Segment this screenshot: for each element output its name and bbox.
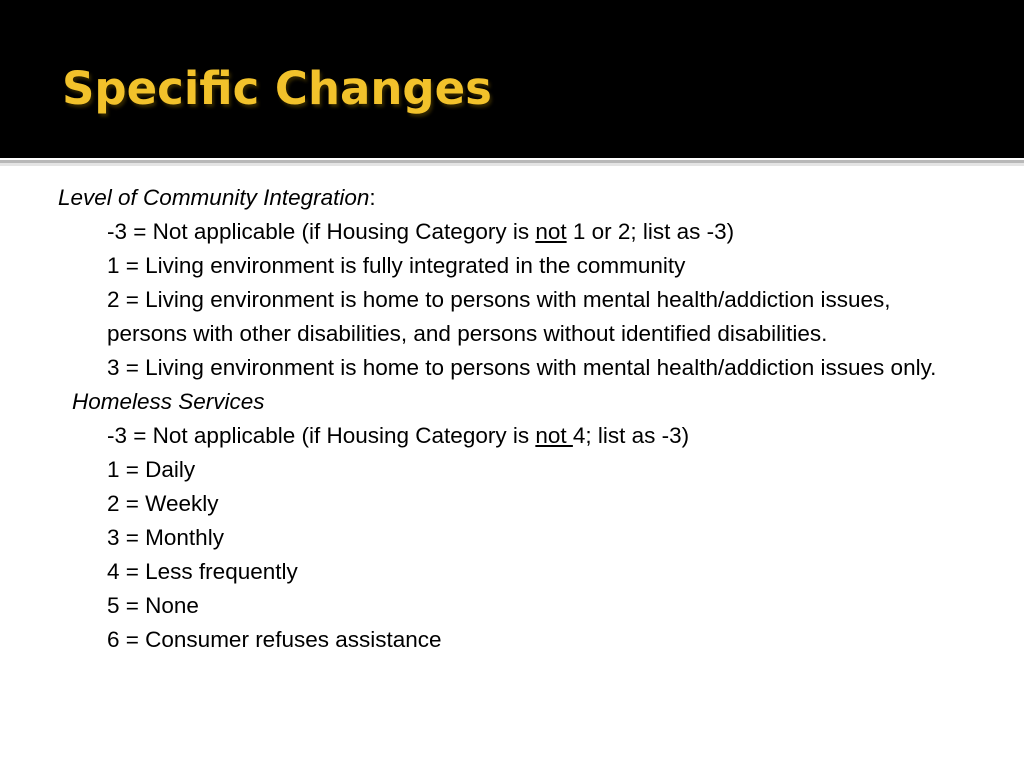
homeless-item-less-frequently: 4 = Less frequently (107, 559, 298, 584)
homeless-services-heading (0, 385, 1024, 419)
title-bar (0, 0, 1024, 158)
community-integration-heading (0, 181, 1024, 215)
community-item-1: 1 = Living environment is fully integrated in the community (107, 253, 686, 278)
homeless-item-daily: 1 = Daily (107, 457, 196, 482)
homeless-item-not-applicable-pre: -3 = Not applicable (if Housing Category is (107, 423, 536, 448)
community-item-not-applicable-post: 1 or 2; list as -3) (566, 219, 735, 244)
community-item-2: 2 = Living environment is home to persons with mental health/addiction issues, persons with other disabilities, and persons without identified disabilities. (107, 287, 891, 346)
homeless-item-refuses-assistance: 6 = Consumer refuses assistance (107, 627, 442, 652)
community-item-not-applicable-pre: -3 = Not applicable (if Housing Category is (107, 219, 536, 244)
homeless-item-none: 5 = None (107, 593, 199, 618)
homeless-item-weekly: 2 = Weekly (107, 491, 219, 516)
homeless-item-not-applicable (0, 419, 967, 453)
slide-body (0, 181, 1024, 657)
community-item-not-applicable (0, 215, 967, 249)
title-divider-highlight (0, 163, 1024, 166)
homeless-item-not-applicable-underlined: not (535, 423, 573, 448)
homeless-item-not-applicable-post: 4; list as -3) (572, 423, 690, 448)
community-item-3: 3 = Living environment is home to persons with mental health/addiction issues only. (107, 355, 937, 380)
community-integration-heading-colon: : (369, 185, 376, 210)
community-integration-heading-text: Level of Community Integration (58, 185, 370, 210)
community-item-not-applicable-underlined: not (535, 219, 567, 244)
homeless-services-heading-text: Homeless Services (72, 389, 265, 414)
slide-title: Specific Changes (62, 62, 492, 115)
homeless-item-monthly: 3 = Monthly (107, 525, 224, 550)
